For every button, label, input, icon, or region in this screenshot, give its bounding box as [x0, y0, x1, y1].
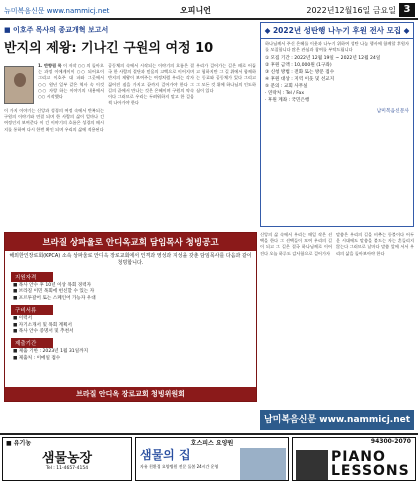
ad-committee: 브라질 안디옥 장로교회 청빙위원회 [5, 387, 256, 401]
ad-hospice-title: 샘물의 집 [140, 448, 191, 462]
ad-subtitle: 해외한인장로회(KPCA) 소속 상파울로 안디옥 장로교회에서 인격과 영성과 지성을 갖춘 담임목사를 다음과 같이 청빙합니다. [9, 253, 252, 266]
ad-row: ■ 포르투갈어 또는 스페인어 가능자 우대 [13, 295, 96, 301]
ad-hospice[interactable] [135, 437, 289, 481]
notice-item: · 연락처 : Tel / Fax [265, 91, 305, 97]
piano-photo [296, 450, 328, 480]
notice-item: ④ 후원 대상 : 지역 이웃 및 선교지 [265, 77, 335, 83]
notice-title: ◆ 2022년 성탄행 나누기 후원 전사 모집 ◆ [261, 23, 413, 39]
ad-row: ■ 자기소개서 및 목회 계획서 [13, 322, 72, 328]
notice-item: ③ 신청 방법 : 전화 또는 방문 접수 [265, 70, 335, 76]
ad-row: ■ 목사 안수 후 10년 이상 목회 경력자 [13, 283, 92, 288]
notice-list [265, 55, 409, 104]
ad-piano[interactable] [292, 437, 416, 481]
page-header [0, 0, 418, 20]
article-kicker: ■ 이호주 목사의 종교개혁 보고서 [4, 26, 109, 34]
article-col-4-right: 말씀은 우리의 길을 비추는 등불이다 어두운 시대에도 말씀을 붙드는 자는 흔들리지 않는다 그러므로 날마다 말씀 앞에 서서 우리의 삶을 돌아보아야 한다 [336, 232, 414, 256]
article-col-2: 공동체의 속에서 시작되는 이야기의 흐름은 결국 한 사람의 결단과 믿음의 고백으로 이어지며 반지의 제왕이 보여주는 여정처럼 우리는 각자 짊어진 짐을 가지고 끝까지 걸어가야 한다 그 길의 끝에서 만나는 것은 은혜이며 구원의 약속이다 그러므로 우리는 두려워하지 말고 한 걸음씩 나아가야 한다 [108, 63, 194, 106]
article-title: 반지의 제왕: 기나긴 구원의 여정 10 [4, 41, 214, 56]
notice-item: ② 후원 금액 : 10,000원 (1구좌) [265, 63, 332, 69]
article-byline: 1. 반향림 목 [38, 63, 62, 68]
ad-row: ■ 이력서 [13, 316, 33, 322]
header-section: 오피니언 [180, 6, 211, 15]
ad-farm-head: ■ 유기농 [6, 440, 32, 447]
notice-box [260, 22, 414, 227]
ad-hospice-head: 호스피스 요양원 [190, 440, 234, 447]
site-banner[interactable]: 남미복음신문 www.nammicj.net [260, 410, 414, 430]
notice-item: ① 모집 기간 : 2022년 12월 19일 ~ 2022년 12월 24일 [265, 56, 381, 62]
ad-hospice-sub: 자유 친환경 요양병원 전문 돌봄 24시간 운영 [140, 464, 219, 469]
article-col-1b: 이 가지 이야기는 신앙과 성경의 여정 속에서 반복되는 구원의 이야기와 연결 되며 한 사람의 삶이 얼마나 긴 여정인지 보여준다 이 긴 이야기의 흐름은 성경의 메시지를 통하여 다시 한번 확인 되며 우리의 삶에 적용된다 [4, 108, 104, 132]
ad-row: ■ 목사 안수 증명서 및 추천서 [13, 329, 74, 335]
ad-row: ■ 브라질 이민 목회에 헌신할 수 있는 자 [13, 289, 95, 295]
ad-farm-sub: Tel : 11-4657-4154 [45, 466, 89, 471]
article-col-1-text: 이 저작 ○○ 의 돌아오는 과정 이에게이이 ○○ 되어요이 그리고 이호주 대 파와 그곳에서 ○○ 원년 일부 같은 역사 속 이것 ○○ 자랑 하는 이야기의 내용에서 ○○ 시작했다 [38, 63, 104, 100]
ad-hospice-photo [240, 448, 286, 480]
article-col-4 [260, 232, 414, 407]
ad-piano-phone: 94300-2070 [370, 438, 411, 445]
header-site[interactable]: 뉴미복음신문 www.nammicj.net [4, 7, 110, 15]
bottom-ads [0, 433, 418, 480]
notice-item: ⑤ 문의 : 교회 사무실 [265, 84, 308, 90]
ad-row: ■ 제출 기한 : 2023년 1월 31일까지 [13, 349, 89, 355]
notice-body: 하나님께서 주신 은혜를 이웃과 나누기 위하여 성탄 나눔 행사에 함께할 후원자를 모집합니다 많은 관심과 참여를 부탁드립니다 [265, 41, 409, 53]
ad-piano-title: PIANO LESSONS [331, 449, 410, 479]
notice-item: · 후원 계좌 : 국민은행 [265, 98, 310, 104]
ad-section-deadline: 제출기간 [11, 338, 53, 348]
article-col-4-left: 신앙의 삶 속에서 우리는 매일 작은 선택을 한다 그 선택들이 모여 우리의 길이 되고 그 길은 결국 하나님께로 이어진다 오늘 하루도 감사함으로 걸어가자 [260, 232, 332, 256]
ad-farm[interactable] [2, 437, 132, 481]
page-number: 3 [399, 3, 415, 17]
pastor-recruit-ad [4, 232, 257, 402]
ad-section-documents: 구비서류 [11, 305, 53, 315]
author-photo [4, 66, 34, 104]
header-date: 2022년12월16일 금요일 [306, 6, 396, 15]
ad-section-qualification: 지원자격 [11, 272, 53, 282]
ad-row: ■ 제출처 : 이메일 접수 [13, 355, 61, 361]
notice-footer: 남미복음신문사 [376, 109, 409, 115]
ad-farm-title: 샘물농장 [41, 451, 93, 466]
ad-title: 브라질 상파울로 안디옥교회 담임목사 청빙공고 [5, 233, 256, 251]
article-col-3: 우리가 걸어가는 길은 때로 어둡고 험하지만 그 길 위에서 함께하는 동료와 공동체가 있다 그리고 그 모든 것 위에 하나님의 인도하심이 있다 [196, 63, 256, 93]
